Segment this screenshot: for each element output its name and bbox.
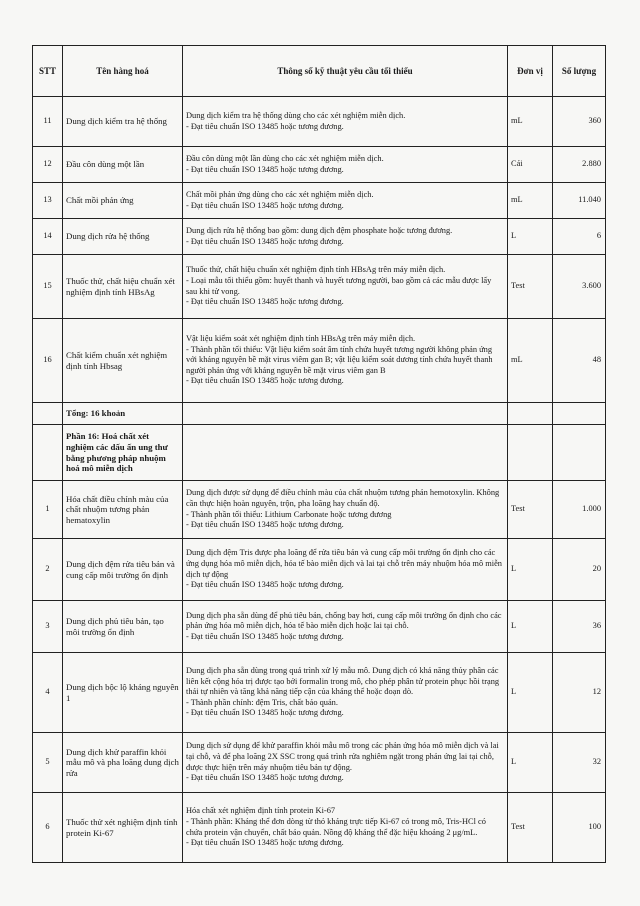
row-name: Dung dịch đệm rửa tiêu bản và cung cấp môi trường ổn định: [63, 539, 183, 601]
row-spec: Dung dịch sử dụng để khử paraffin khỏi mẫu mô trong các phản ứng hóa mô miễn dịch và lai tại chỗ, và để pha loãng 2X SSC trong quá trình rửa nghiêm ngặt trong phản ứng lai tại chỗ, được thực hiện trên máy nhuộm tiêu bản tự động. - Đạt tiêu chuẩn ISO 13485 hoặc tương đương.: [183, 733, 508, 793]
row-stt: 2: [33, 539, 63, 601]
row-name: Dung dịch kiểm tra hệ thống: [63, 97, 183, 147]
table-row: [33, 255, 606, 319]
row-unit: L: [508, 601, 553, 653]
table-row: [33, 183, 606, 219]
row-name: Thuốc thử, chất hiệu chuẩn xét nghiệm định tính HBsAg: [63, 255, 183, 319]
row-name: Dung dịch phủ tiêu bản, tạo môi trường ổn định: [63, 601, 183, 653]
row-unit: mL: [508, 183, 553, 219]
row-unit: Test: [508, 255, 553, 319]
table-header-row: [33, 46, 606, 97]
row-name: Hóa chất điều chỉnh màu của chất nhuộm tương phản hematoxylin: [63, 481, 183, 539]
row-qty: 11.040: [553, 183, 606, 219]
row-stt: 13: [33, 183, 63, 219]
row-unit: L: [508, 653, 553, 733]
row-unit: mL: [508, 97, 553, 147]
table-row: [33, 481, 606, 539]
row-qty: 12: [553, 653, 606, 733]
row-name: Chất mồi phản ứng: [63, 183, 183, 219]
row-qty: 48: [553, 319, 606, 403]
row-unit: Test: [508, 481, 553, 539]
header-spec: Thông số kỹ thuật yêu cầu tối thiểu: [183, 46, 508, 97]
row-spec: Dung dịch kiểm tra hệ thống dùng cho các xét nghiệm miễn dịch. - Đạt tiêu chuẩn ISO 13485 hoặc tương đương.: [183, 97, 508, 147]
header-unit: Đơn vị: [508, 46, 553, 97]
table-row: [33, 97, 606, 147]
table-row: [33, 147, 606, 183]
row-stt: 16: [33, 319, 63, 403]
row-spec: Dung dịch rửa hệ thống bao gồm: dung dịch đệm phosphate hoặc tương đương. - Đạt tiêu chuẩn ISO 13485 hoặc tương đương.: [183, 219, 508, 255]
table-row: [33, 733, 606, 793]
row-qty: 6: [553, 219, 606, 255]
total-label: Tổng: 16 khoản: [63, 403, 183, 425]
table-row: [33, 539, 606, 601]
row-stt: 3: [33, 601, 63, 653]
header-stt: STT: [33, 46, 63, 97]
row-spec: Dung dịch pha sẵn dùng để phủ tiêu bản, chống bay hơi, cung cấp môi trường ổn định cho các phản ứng hóa mô miễn dịch, hóa tế bào miễn dịch hoặc lai tại chỗ. - Đạt tiêu chuẩn ISO 13485 hoặc tương đương.: [183, 601, 508, 653]
row-unit: L: [508, 733, 553, 793]
row-spec: Chất mồi phản ứng dùng cho các xét nghiệm miễn dịch. - Đạt tiêu chuẩn ISO 13485 hoặc tương đương.: [183, 183, 508, 219]
row-qty: 360: [553, 97, 606, 147]
row-name: Dung dịch rửa hệ thống: [63, 219, 183, 255]
table-row: [33, 793, 606, 863]
row-name: Dung dịch bộc lộ kháng nguyên 1: [63, 653, 183, 733]
row-qty: 32: [553, 733, 606, 793]
table-row: [33, 653, 606, 733]
row-qty: 100: [553, 793, 606, 863]
row-qty: 20: [553, 539, 606, 601]
row-qty: 2.880: [553, 147, 606, 183]
header-qty: Số lượng: [553, 46, 606, 97]
row-spec: Hóa chất xét nghiệm định tính protein Ki-67 - Thành phần: Kháng thể đơn dòng từ thỏ kháng trực tiếp Ki-67 có trong mô, Tris-HCl có chứa protein vận chuyển, chất bảo quản. Nồng độ kháng thể đặc hiệu khoảng 2 μg/mL. - Đạt tiêu chuẩn ISO 13485 hoặc tương đương.: [183, 793, 508, 863]
table-row: [33, 319, 606, 403]
row-unit: L: [508, 219, 553, 255]
row-qty: 36: [553, 601, 606, 653]
row-unit: mL: [508, 319, 553, 403]
row-stt: 6: [33, 793, 63, 863]
row-qty: 3.600: [553, 255, 606, 319]
table-row: [33, 601, 606, 653]
row-unit: L: [508, 539, 553, 601]
row-stt: 11: [33, 97, 63, 147]
row-spec: Đầu côn dùng một lần dùng cho các xét nghiệm miễn dịch. - Đạt tiêu chuẩn ISO 13485 hoặc tương đương.: [183, 147, 508, 183]
row-stt: 14: [33, 219, 63, 255]
row-qty: 1.000: [553, 481, 606, 539]
row-spec: Dung dịch đệm Tris được pha loãng để rửa tiêu bản và cung cấp môi trường ổn định cho các ứng dụng hóa mô miễn dịch, hóa tế bào miễn dịch và lai tại chỗ trên máy nhuộm hóa mô miễn dịch tự động - Đạt tiêu chuẩn ISO 13485 hoặc tương đương.: [183, 539, 508, 601]
row-stt: 5: [33, 733, 63, 793]
section-title: Phần 16: Hoá chất xét nghiệm các dấu ấn ung thư bằng phương pháp nhuộm hoá mô miễn dịch: [63, 425, 183, 481]
row-stt: 15: [33, 255, 63, 319]
row-unit: Cái: [508, 147, 553, 183]
header-name: Tên hàng hoá: [63, 46, 183, 97]
row-name: Chất kiểm chuẩn xét nghiệm định tính Hbsag: [63, 319, 183, 403]
table-row: [33, 219, 606, 255]
row-spec: Dung dịch được sử dụng để điều chỉnh màu của chất nhuộm tương phản hemotoxylin. Không cần thực hiện hoàn nguyên, trộn, pha loãng hay chuẩn độ. - Thành phần tối thiểu: Lithium Carbonate hoặc tương đương - Đạt tiêu chuẩn ISO 13485 hoặc tương đương.: [183, 481, 508, 539]
row-name: Dung dịch khử paraffin khỏi mẫu mô và pha loãng dung dịch rửa: [63, 733, 183, 793]
row-name: Đầu côn dùng một lần: [63, 147, 183, 183]
row-unit: Test: [508, 793, 553, 863]
row-spec: Thuốc thử, chất hiệu chuẩn xét nghiệm định tính HBsAg trên máy miễn dịch. - Loại mẫu tối thiểu gồm: huyết thanh và huyết tương người, bao gồm cả các mẫu được lấy sau khi tử vong. - Đạt tiêu chuẩn ISO 13485 hoặc tương đương.: [183, 255, 508, 319]
row-stt: 1: [33, 481, 63, 539]
row-stt: 12: [33, 147, 63, 183]
section-row: [33, 425, 606, 481]
row-spec: Vật liệu kiểm soát xét nghiệm định tính HBsAg trên máy miễn dịch. - Thành phần tối thiểu: Vật liệu kiểm soát âm tính chứa huyết tương người không phản ứng với kháng nguyên bề mặt virus viêm gan B; vật liệu kiểm soát dương tính chứa huyết thanh người phản ứng với kháng nguyên bề mặt virus viêm gan B - Đạt tiêu chuẩn ISO 13485 hoặc tương đương.: [183, 319, 508, 403]
row-stt: 4: [33, 653, 63, 733]
total-row: [33, 403, 606, 425]
specification-table: [32, 45, 606, 863]
row-name: Thuốc thử xét nghiệm định tính protein Ki-67: [63, 793, 183, 863]
row-spec: Dung dịch pha sẵn dùng trong quá trình xử lý mẫu mô. Dung dịch có khả năng thủy phân các liên kết cộng hóa trị được tạo bởi formalin trong mô, cho phép phân tử protein phục hồi trạng thái tự nhiên và tăng khả năng tiếp cận của kháng thể hoặc đoạn dò. - Thành phần chính: đệm Tris, chất bảo quản. - Đạt tiêu chuẩn ISO 13485 hoặc tương đương.: [183, 653, 508, 733]
